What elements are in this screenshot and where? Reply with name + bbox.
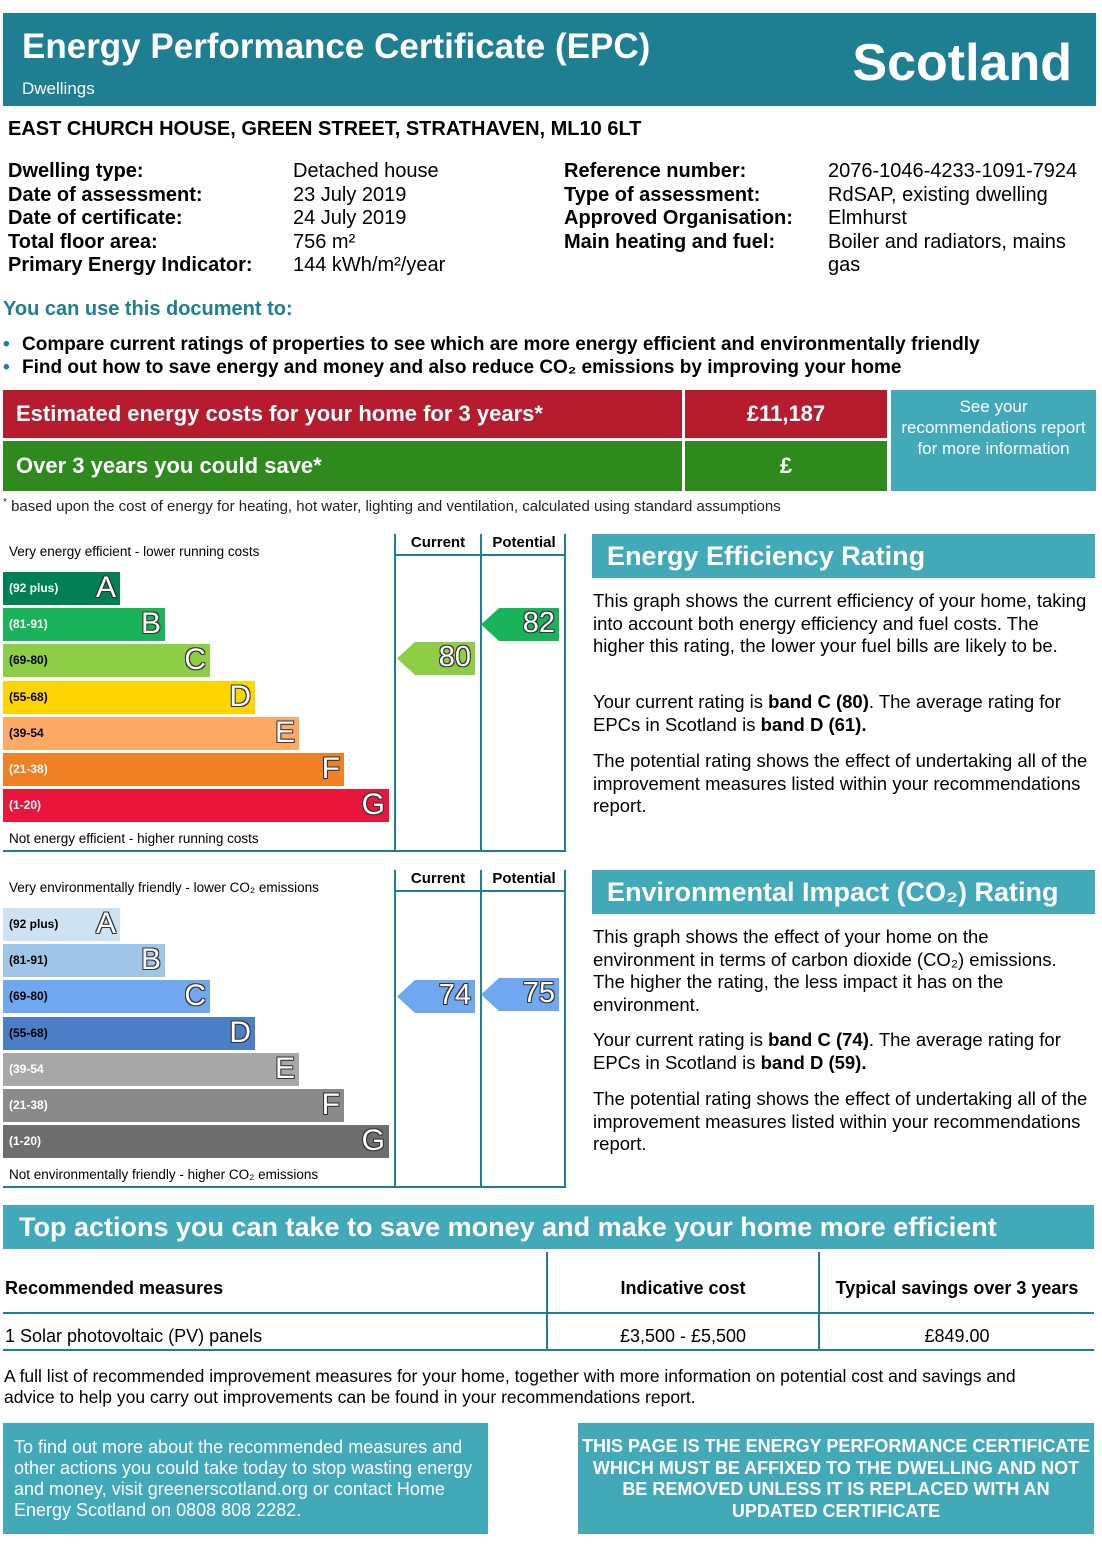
rating-band-d: [3, 1017, 255, 1050]
rating-band-b: [3, 944, 165, 977]
band-letter: D: [229, 1015, 251, 1049]
header-banner: [3, 13, 1096, 106]
chart-bottom-label: Not environmentally friendly - higher CO₂ emissions: [9, 1167, 319, 1182]
column-header-savings: Typical savings over 3 years: [835, 1278, 1079, 1298]
band-letter: A: [95, 571, 116, 604]
band-range-label: (92 plus): [9, 917, 59, 931]
energy-efficiency-chart: [3, 534, 564, 852]
rating-band-g: [3, 789, 389, 822]
detail-value: 24 July 2019: [293, 207, 407, 229]
band-range-label: (21-38): [9, 1098, 48, 1112]
page-subtitle: Dwellings: [22, 79, 95, 98]
average-band-text: band D (59).: [760, 1051, 867, 1073]
environmental-impact-p1: This graph shows the effect of your home on the environment in terms of carbon dioxide (CO₂) emissions. The higher the rating, the less impact it has on the environment.: [593, 926, 1057, 1015]
current-band-text: band C (80): [768, 691, 869, 712]
energy-efficiency-p3: The potential rating shows the effect of undertaking all of the improvement measures listed within your recommendations report.: [593, 750, 1088, 816]
energy-efficiency-p2: Your current rating is band C (80). The average rating for EPCs in Scotland is band D (61).: [593, 691, 1061, 735]
footnote-text: based upon the cost of energy for heating, hot water, lighting and ventilation, calculated using standard assumptions: [6, 498, 781, 515]
detail-value: Detached house: [293, 160, 439, 182]
rating-band-f: [3, 753, 344, 786]
rating-value: 82: [522, 607, 555, 640]
detail-value: Boiler and radiators, mains: [828, 230, 1066, 253]
column-potential-header: Potential: [492, 534, 556, 551]
actions-table: [3, 1252, 1094, 1351]
page-title: Energy Performance Certificate (EPC): [22, 27, 651, 66]
estimated-costs-value: £11,187: [685, 390, 887, 438]
band-letter: C: [184, 979, 206, 1013]
band-letter: B: [140, 943, 161, 977]
band-letter: E: [274, 715, 295, 749]
band-letter: E: [274, 1051, 295, 1085]
band-range-label: (1-20): [9, 798, 42, 813]
detail-value: gas: [828, 254, 861, 276]
column-current-header: Current: [410, 534, 466, 551]
chart-bottom-label: Not energy efficient - higher running costs: [9, 831, 259, 846]
band-letter: D: [229, 679, 251, 713]
detail-value: Elmhurst: [828, 207, 907, 229]
energy-efficiency-p1: This graph shows the current efficiency of your home, taking into account both energy efficiency and fuel costs. The higher this rating, the lower your fuel bills are likely to be.: [593, 590, 1087, 656]
rating-band-g: [3, 1125, 389, 1158]
band-letter: A: [95, 907, 116, 940]
rating-value: 75: [522, 977, 555, 1010]
current-rating-arrow: [397, 642, 475, 675]
rating-value: 74: [438, 979, 471, 1012]
detail-label: Date of certificate:: [8, 207, 183, 229]
details-right-values: [828, 160, 1077, 278]
environmental-impact-p3: The potential rating shows the effect of undertaking all of the improvement measures listed within your recommendations report.: [593, 1088, 1088, 1154]
detail-label: Total floor area:: [8, 230, 158, 253]
use-bullet-text: Compare current ratings of properties to see which are more energy efficient and environmentally friendly: [22, 334, 980, 355]
table-row-savings: £849.00: [924, 1326, 990, 1346]
environmental-impact-heading: Environmental Impact (CO₂) Rating: [592, 870, 1095, 914]
column-header-cost: Indicative cost: [620, 1278, 746, 1298]
rating-band-e: [3, 1053, 299, 1086]
band-letter: C: [184, 643, 206, 677]
band-range-label: (81-91): [9, 617, 48, 632]
property-address: EAST CHURCH HOUSE, GREEN STREET, STRATHAVEN, ML10 6LT: [8, 118, 642, 140]
band-letter: G: [361, 788, 385, 822]
detail-value: 23 July 2019: [293, 183, 407, 206]
details-left: [8, 160, 253, 278]
potential-rating-arrow: [481, 978, 559, 1011]
environmental-impact-chart: [3, 870, 564, 1188]
band-letter: F: [321, 1088, 340, 1121]
rating-band-a: [3, 572, 120, 605]
recommendations-note: See your recommendations report for more information: [891, 390, 1096, 491]
use-heading: You can use this document to:: [3, 298, 293, 320]
certificate-warning-box: THIS PAGE IS THE ENERGY PERFORMANCE CERTIFICATE WHICH MUST BE AFFIXED TO THE DWELLING AND NOT BE REMOVED UNLESS IT IS REPLACED WITH AN UPDATED CERTIFICATE: [578, 1423, 1094, 1534]
use-bullet: • Find out how to save energy and money and also reduce CO₂ emissions by improving your home: [3, 357, 902, 378]
band-range-label: (69-80): [9, 989, 48, 1004]
detail-label: Type of assessment:: [564, 183, 761, 206]
rating-band-c: [3, 644, 210, 677]
rating-band-d: [3, 681, 255, 714]
chart-top-label: Very energy efficient - lower running costs: [9, 544, 260, 559]
country-label: Scotland: [852, 34, 1072, 92]
detail-value: 756 m²: [293, 230, 356, 253]
more-info-box: To find out more about the recommended measures and other actions you could take today to stop wasting energy and money, visit greenerscotland.org or contact Home Energy Scotland on 0808 808 2282.: [3, 1423, 488, 1534]
band-letter: B: [140, 607, 161, 641]
band-range-label: (81-91): [9, 953, 48, 968]
rating-band-a: [3, 908, 120, 941]
top-actions-heading: Top actions you can take to save money and make your home more efficient: [3, 1205, 1094, 1249]
energy-efficiency-heading: Energy Efficiency Rating: [592, 534, 1095, 578]
band-range-label: (21-38): [9, 762, 48, 776]
estimated-costs-label: Estimated energy costs for your home for 3 years*: [3, 390, 682, 438]
column-current-header: Current: [410, 870, 466, 887]
detail-label: Approved Organisation:: [564, 207, 793, 229]
rating-band-f: [3, 1089, 344, 1122]
band-range-label: (55-68): [9, 1025, 48, 1040]
current-rating-arrow: [397, 980, 475, 1013]
column-header-measures: Recommended measures: [5, 1278, 224, 1298]
cost-footnote: [3, 497, 781, 515]
column-potential-header: Potential: [492, 870, 556, 887]
full-list-note: A full list of recommended improvement measures for your home, together with more information on potential cost and savings and advice to help you carry out improvements can be found in your recommendations report.: [4, 1366, 1016, 1407]
band-range-label: (39-54: [9, 1061, 44, 1076]
potential-savings-label: Over 3 years you could save*: [3, 441, 682, 491]
rating-band-e: [3, 717, 299, 750]
details-right: [564, 160, 793, 254]
band-range-label: (1-20): [9, 1134, 42, 1149]
chart-columns-frame: [394, 534, 566, 852]
detail-label: Dwelling type:: [8, 160, 144, 182]
band-letter: G: [361, 1124, 385, 1158]
environmental-impact-p2: Your current rating is band C (74). The average rating for EPCs in Scotland is band D (59).: [593, 1029, 1061, 1073]
band-range-label: (92 plus): [9, 581, 59, 595]
rating-value: 80: [438, 641, 471, 674]
use-bullet: • Compare current ratings of properties to see which are more energy efficient and environmentally friendly: [3, 334, 980, 355]
detail-label: Primary Energy Indicator:: [8, 254, 253, 276]
table-row-cost: £3,500 - £5,500: [619, 1326, 747, 1346]
detail-value: 144 kWh/m²/year: [293, 254, 446, 276]
chart-top-label: Very environmentally friendly - lower CO₂ emissions: [9, 880, 319, 895]
detail-label: Main heating and fuel:: [564, 230, 776, 253]
band-range-label: (55-68): [9, 689, 48, 704]
rating-band-b: [3, 608, 165, 641]
band-range-label: (69-80): [9, 653, 48, 668]
rating-band-c: [3, 980, 210, 1013]
use-bullet-text: Find out how to save energy and money and also reduce CO₂ emissions by improving your home: [22, 357, 902, 378]
potential-rating-arrow: [481, 608, 559, 641]
chart-columns-frame: [394, 870, 566, 1188]
detail-value: RdSAP, existing dwelling: [828, 183, 1048, 206]
table-row-measure: 1 Solar photovoltaic (PV) panels: [5, 1326, 263, 1346]
detail-label: Reference number:: [564, 160, 747, 182]
detail-label: Date of assessment:: [8, 183, 203, 206]
potential-savings-value: £: [685, 441, 887, 491]
footnote-mark: *: [3, 497, 7, 508]
detail-value: 2076-1046-4233-1091-7924: [828, 160, 1078, 182]
average-band-text: band D (61).: [760, 713, 867, 735]
details-left-values: [293, 160, 445, 278]
band-range-label: (39-54: [9, 725, 44, 740]
current-band-text: band C (74): [768, 1029, 869, 1050]
band-letter: F: [321, 752, 340, 785]
